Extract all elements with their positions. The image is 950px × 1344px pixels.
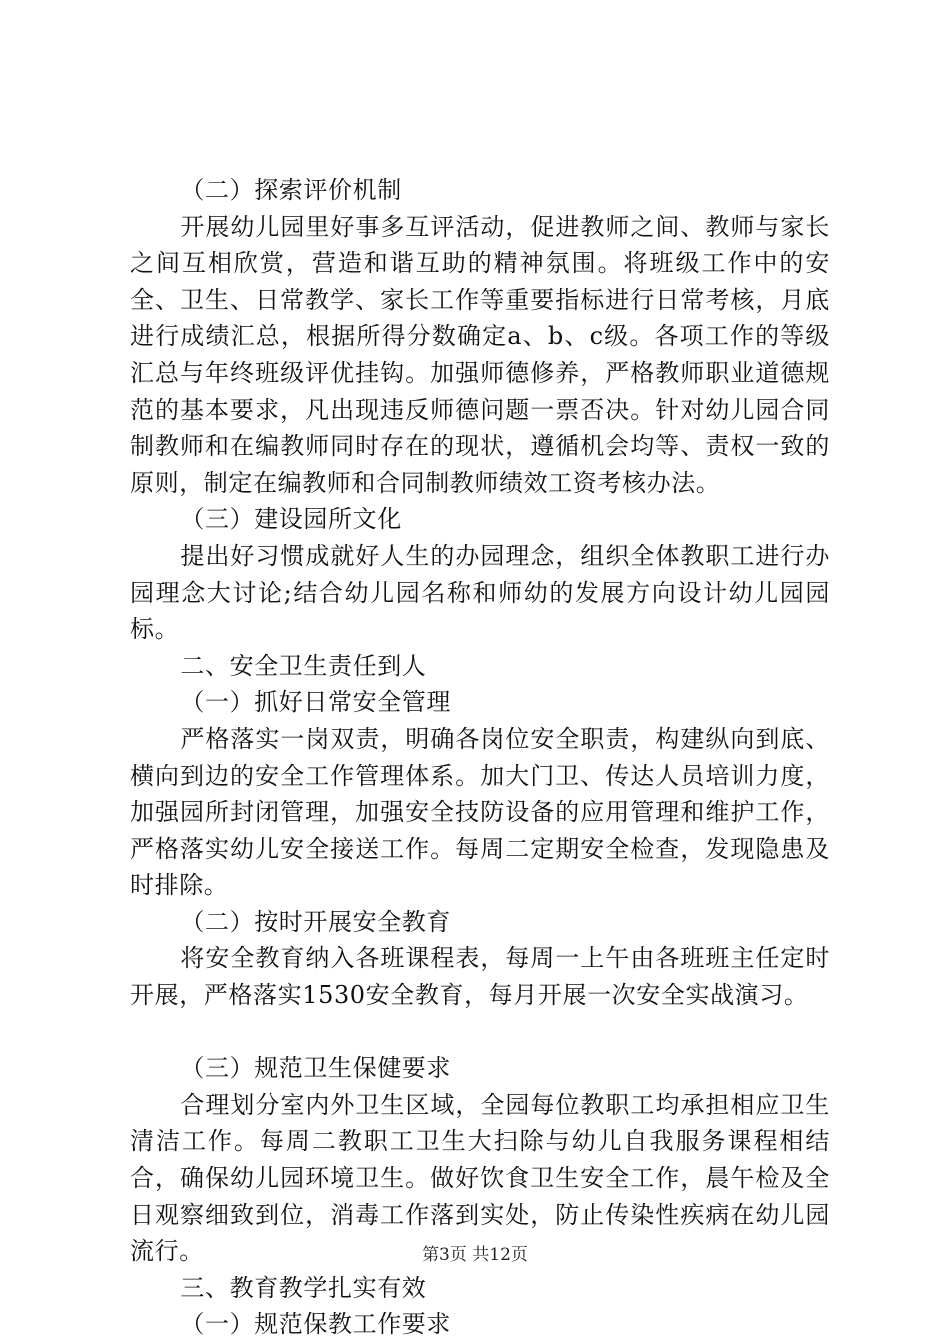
body-paragraph: 严格落实一岗双责，明确各岗位安全职责，构建纵向到底、横向到边的安全工作管理体系。加大门卫、传达人员培训力度，加强园所封闭管理，加强安全技防设备的应用管理和维护工作，严格落实幼儿安全接送工作。每周二定期安全检查，发现隐患及时排除。 [130, 724, 830, 900]
section-heading: （一）抓好日常安全管理 [180, 688, 451, 717]
section-heading: （三）规范卫生保健要求 [180, 1054, 451, 1083]
section-heading: （一）规范保教工作要求 [180, 1310, 451, 1339]
section-heading: （二）按时开展安全教育 [180, 907, 451, 936]
body-paragraph: 开展幼儿园里好事多互评活动，促进教师之间、教师与家长之间互相欣赏，营造和谐互助的精神氛围。将班级工作中的安全、卫生、日常教学、家长工作等重要指标进行日常考核，月底进行成绩汇总，根据所得分数确定a、b、c级。各项工作的等级汇总与年终班级评优挂钩。加强师德修养，严格教师职业道德规范的基本要求，凡出现违反师德问题一票否决。针对幼儿园合同制教师和在编教师同时存在的现状，遵循机会均等、责权一致的原则，制定在编教师和合同制教师绩效工资考核办法。 [130, 212, 830, 497]
section-heading: （三）建设园所文化 [180, 505, 402, 534]
blank-line [130, 1014, 830, 1051]
document-body [130, 172, 830, 1343]
body-paragraph: 合理划分室内外卫生区域，全园每位教职工均承担相应卫生清洁工作。每周二教职工卫生大扫除与幼儿自我服务课程相结合，确保幼儿园环境卫生。做好饮食卫生安全工作，晨午检及全日观察细致到位，消毒工作落到实处，防止传染性疾病在幼儿园流行。 [130, 1090, 830, 1266]
body-paragraph: 提出好习惯成就好人生的办园理念，组织全体教职工进行办园理念大讨论;结合幼儿园名称和师幼的发展方向设计幼儿园园标。 [130, 541, 830, 644]
section-heading: （二）探索评价机制 [180, 176, 402, 204]
chapter-heading: 二、安全卫生责任到人 [180, 651, 427, 680]
page-number-footer: 第3页 共12页 [422, 1245, 528, 1265]
body-paragraph: 将安全教育纳入各班课程表，每周一上午由各班班主任定时开展，严格落实1530安全教育，每月开展一次安全实战演习。 [130, 944, 830, 1010]
chapter-heading: 三、教育教学扎实有效 [180, 1273, 427, 1302]
